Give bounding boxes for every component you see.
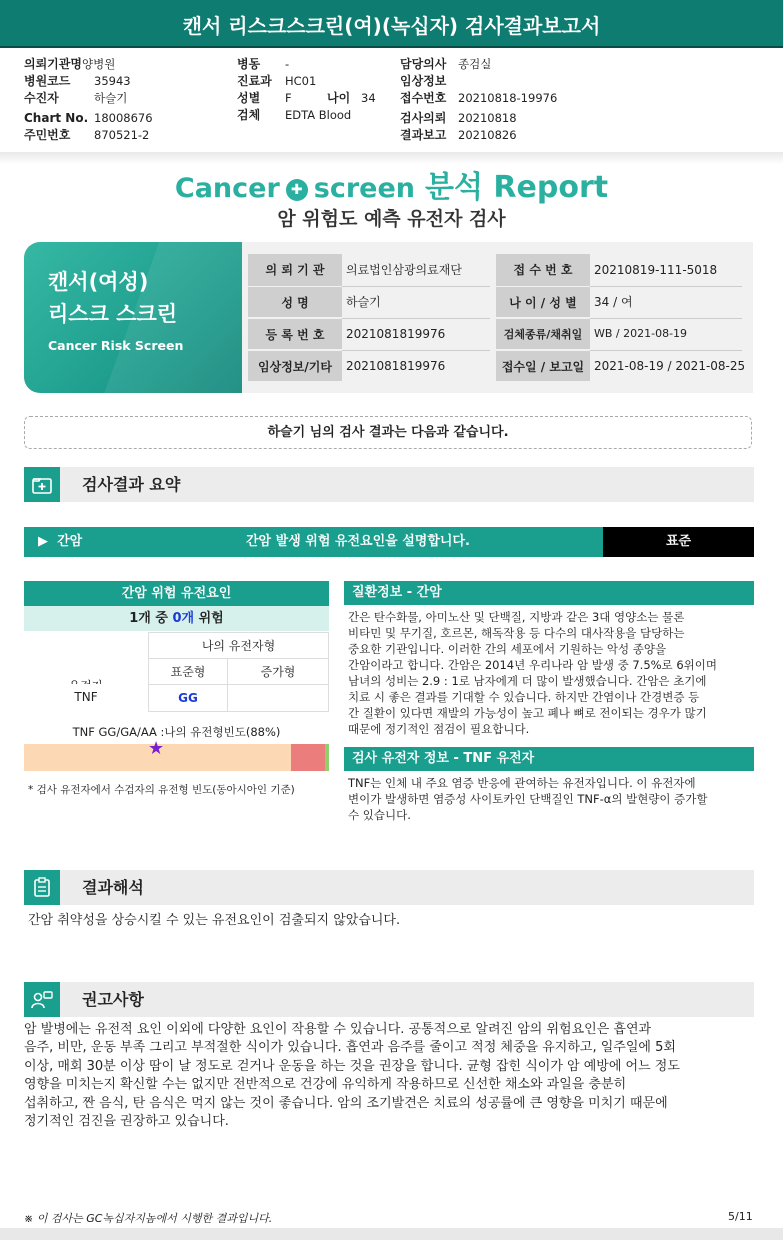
gene-info-header: 검사 유전자 정보 - TNF 유전자 [344, 747, 754, 771]
doctor-label: 담당의사 [400, 57, 447, 71]
folder-plus-icon [24, 467, 60, 502]
dept-label: 진료과 [237, 74, 272, 88]
chart-no-label: Chart No. [24, 111, 89, 125]
report-date-label: 결과보고 [400, 128, 447, 142]
info-value: 의료법인삼광의료재단 [342, 254, 490, 287]
info-value: 하슬기 [342, 286, 490, 319]
frequency-footnote: * 검사 유전자에서 수검자의 유전형 빈도(동아시아인 기준) [28, 784, 295, 796]
interpretation-text: 간암 취약성을 상승시킬 수 있는 유전요인이 검출되지 않았습니다. [28, 913, 401, 928]
info-row [242, 318, 753, 350]
report-date-value: 20210826 [458, 128, 517, 142]
hospital-code-label: 병원코드 [24, 74, 71, 88]
info-key: 의 뢰 기 관 [248, 254, 342, 286]
col-inc-header: 증가형 [227, 658, 329, 685]
info-key: 임상정보/기타 [248, 350, 342, 381]
info-key: 나 이 / 성 별 [496, 286, 590, 317]
section-interp-header [24, 870, 754, 905]
card-english-title: Cancer Risk Screen [48, 338, 184, 353]
info-value: 2021081819976 [346, 359, 446, 373]
info-row [242, 286, 753, 318]
section-summary-header [24, 467, 754, 502]
liver-cancer-bar [24, 527, 754, 557]
info-key: 접 수 번 호 [496, 254, 590, 286]
resident-no-label: 주민번호 [24, 128, 71, 142]
frequency-bar [24, 738, 329, 771]
receipt-no-label: 접수번호 [400, 91, 447, 105]
info-key: 접수일 / 보고일 [496, 350, 590, 381]
col-std-header: 표준형 [148, 658, 228, 685]
ward-label: 병동 [237, 57, 261, 71]
info-value: WB / 2021-08-19 [590, 318, 742, 351]
ward-value: - [285, 57, 290, 71]
info-row [242, 254, 753, 286]
logo-screen: screen [313, 173, 416, 204]
status-badge: 표준 [603, 527, 754, 557]
disease-info-header: 질환정보 - 간암 [344, 581, 754, 605]
clipboard-icon [24, 870, 60, 905]
header-col1 [24, 56, 153, 144]
info-row [242, 350, 753, 382]
page-number: 5/11 [728, 1210, 753, 1223]
age-value: 34 [361, 91, 376, 105]
sex-label: 성별 [237, 91, 261, 105]
clinical-info-label: 임상정보 [400, 74, 447, 88]
frequency-label: TNF GG/GA/AA :나의 유전형빈도(88%) [72, 725, 281, 739]
info-value: 20210819-111-5018 [590, 254, 742, 287]
section-interp-title: 결과해석 [82, 878, 144, 897]
card-title-line2: 리스크 스크린 [48, 302, 178, 326]
liver-cancer-name: 간암 [57, 534, 83, 549]
play-icon: ▶ [38, 534, 58, 549]
genotype-grid [24, 632, 329, 712]
section-recom-title: 권고사항 [82, 990, 144, 1009]
request-date-value: 20210818 [458, 111, 517, 125]
header-col3 [400, 56, 557, 144]
inc-genotype-value [227, 684, 329, 712]
result-intro: 하슬기 님의 검사 결과는 다음과 같습니다. [24, 416, 752, 449]
hospital-name-value: 양병원 [82, 57, 116, 71]
info-value: 34 / 여 [590, 286, 742, 319]
product-card [24, 242, 242, 393]
info-key: 성 명 [248, 286, 342, 317]
gene-name: TNF [24, 684, 148, 712]
dept-value: HC01 [285, 74, 317, 88]
specimen-label: 검체 [237, 108, 261, 122]
receipt-no-value: 20210818-19976 [458, 91, 558, 105]
risk-count: 1개 중 0개 위험 [24, 606, 329, 631]
std-genotype-value: GG [148, 684, 228, 712]
page-subtitle: 암 위험도 예측 유전자 검사 [277, 208, 506, 230]
bottom-strip [0, 1228, 783, 1240]
hospital-name-label: 의뢰기관명 [24, 57, 82, 71]
star-marker-icon: ★ [148, 738, 165, 759]
card-title-line1: 캔서(여성) [48, 270, 149, 294]
doctor-value: 종검실 [458, 57, 492, 71]
footer-note: ※ 이 검사는 GC녹십자지놈에서 시행한 결과입니다. [24, 1212, 273, 1225]
info-value: 2021-08-19 / 2021-08-25 [594, 359, 746, 373]
gene-table-header: 간암 위험 유전요인 [24, 581, 329, 606]
patient-info-panel [242, 242, 753, 393]
disease-info-text: 간은 탄수화물, 아미노산 및 단백질, 지방과 같은 3대 영양소는 물론 비타민 및 무기질, 호르몬, 해독작용 등 다수의 대사작용을 담당하는 중요한 기관입니다. 이러한 간의 세포에서 기원하는 악성 종양을 간암이라고 합니다. 간암은 2014년 우리나라 암 발생 중 7.5%로 6위이며 남녀의 성비는 2.9 : 1로 남자에게 더 많이 발생했습니다. 간암은 초기에 치료 시 좋은 결과를 기대할 수 있습니다. 하지만 간염이나 간경변증 등 간 질환이 있다면 재발의 가능성이 높고 폐나 뼈로 전이되는 경우가 많기 때문에 정기적인 점검이 필요합니다. [348, 610, 717, 736]
age-label: 나이 [327, 91, 351, 105]
section-summary-title: 검사결과 요약 [82, 475, 181, 494]
recommendation-text: 암 발병에는 유전적 요인 이외에 다양한 요인이 작용할 수 있습니다. 공통적으로 알려진 암의 위험요인은 흡연과 음주, 비만, 운동 부족 그리고 부적절한 식이가 있습니다. 흡연과 음주를 줄이고 적정 체중을 유지하고, 일주일에 5회 이상, 매회 30분 이상 땀이 날 정도로 걷거나 운동을 하는 것을 권장을 합니다. 균형 잡힌 식이가 암 예방에 어느 정도 영향을 미치는지 확신할 수는 없지만 전반적으로 건강에 유익하게 작용하므로 신선한 채소와 과일을 충분히 섭취하고, 짠 음식, 탄 음식은 먹지 않는 것이 좋습니다. 암의 조기발견은 치료의 성공률에 큰 영향을 미치기 때문에 정기적인 검진을 권장하고 있습니다. [24, 1022, 680, 1130]
patient-value: 하슬기 [94, 91, 128, 105]
cancer-screen-logo [0, 162, 783, 204]
info-key: 검체종류/채취일 [496, 318, 590, 349]
resident-no-value: 870521-2 [94, 128, 150, 142]
info-key: 등 록 번 호 [248, 318, 342, 349]
header-col2 [237, 56, 376, 124]
report-title: 캔서 리스크스크린(여)(녹십자) 검사결과보고서 [0, 0, 783, 48]
sex-value: F [285, 91, 292, 105]
specimen-value: EDTA Blood [285, 108, 352, 122]
request-date-label: 검사의뢰 [400, 111, 447, 125]
hospital-code-value: 35943 [94, 74, 131, 88]
info-value: 2021081819976 [342, 318, 490, 351]
liver-cancer-desc: 간암 발생 위험 유전요인을 설명합니다. [246, 534, 470, 549]
patient-label: 수진자 [24, 91, 59, 105]
dna-icon: ✚ [286, 179, 308, 201]
risk-count-number: 0개 [172, 611, 195, 626]
chart-no-value: 18008676 [94, 111, 153, 125]
gene-risk-table [24, 581, 329, 631]
gene-info-text: TNF는 인체 내 주요 염증 반응에 관여하는 유전자입니다. 이 유전자에 변이가 발생하면 염증성 사이토카인 단백질인 TNF-α의 발현량이 증가할 수 있습니다. [348, 776, 708, 822]
logo-cancer: Cancer [174, 173, 280, 204]
section-recom-header [24, 982, 754, 1017]
my-genotype-header: 나의 유전자형 [148, 632, 329, 659]
consult-icon [24, 982, 60, 1017]
logo-report: 분석 Report [425, 170, 609, 205]
